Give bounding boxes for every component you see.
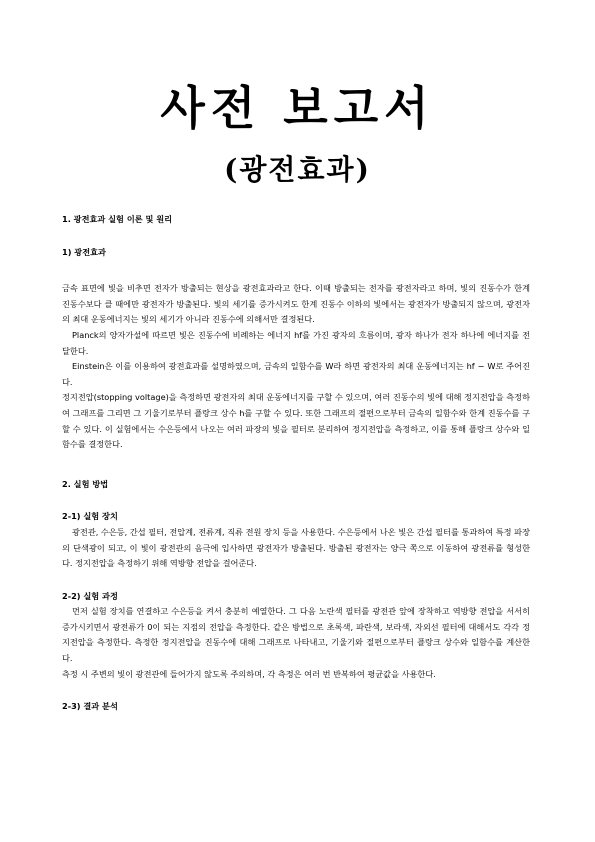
paragraph-procedure: 먼저 실험 장치를 연결하고 수은등을 켜서 충분히 예열한다. 그 다음 노란색 필터를 광전관 앞에 장착하고 역방향 전압을 서서히 증가시키면서 광전류가 0이 되는 지점의 전압을 측정한다. 같은 방법으로 초록색, 파란색, 보라색, 자외선 필터에 대해서도 각각 정지전압을 측정한다. 측정한 정지전압을 진동수에 대해 그래프로 나타내고, 기울기와 절편으로부터 플랑크 상수와 일함수를 계산한다. bbox=[62, 606, 530, 664]
document-subtitle: (광전효과) bbox=[224, 153, 371, 186]
paragraph-stopping-voltage: 정지전압(stopping voltage)을 측정하면 광전자의 최대 운동에너지를 구할 수 있으며, 여러 진동수의 빛에 대해 정지전압을 측정하여 그래프를 그리면 그 기울기로부터 플랑크 상수 h를 구할 수 있다. 또한 그래프의 절편으로부터 금속의 일함수와 한계 진동수를 구할 수 있다. 이 실험에서는 수은등에서 나오는 여러 파장의 빛을 필터로 분리하여 정지전압을 측정하고, 이를 통해 플랑크 상수와 일함수를 결정한다. bbox=[62, 392, 530, 450]
subsection-heading-procedure: 2-2) 실험 과정 bbox=[62, 590, 118, 601]
subsection-heading-analysis: 2-3) 결과 분석 bbox=[62, 701, 118, 712]
subsection-heading-photoelectric: 1) 광전효과 bbox=[62, 246, 106, 257]
section-heading-method: 2. 실험 방법 bbox=[62, 478, 109, 489]
paragraph-einstein: Einstein은 이를 이용하여 광전효과를 설명하였으며, 금속의 일함수를 W라 하면 광전자의 최대 운동에너지는 hf − W로 주어진다. bbox=[62, 361, 530, 387]
document-body bbox=[62, 212, 530, 715]
section-heading-theory: 1. 광전효과 실험 이론 및 원리 bbox=[62, 214, 173, 224]
paragraph-precautions: 측정 시 주변의 빛이 광전관에 들어가지 않도록 주의하며, 각 측정은 여러 번 반복하여 평균값을 사용한다. bbox=[62, 668, 436, 679]
paragraph-apparatus: 광전관, 수은등, 간섭 필터, 전압계, 전류계, 직류 전원 장치 등을 사용한다. 수은등에서 나온 빛은 간섭 필터를 통과하여 특정 파장의 단색광이 되고, 이 빛이 광전관의 음극에 입사하면 광전자가 방출된다. 방출된 광전자는 양극 쪽으로 이동하여 광전류를 형성한다. 정지전압을 측정하기 위해 역방향 전압을 걸어준다. bbox=[62, 526, 530, 569]
document-title: 사전 보고서 bbox=[160, 81, 435, 135]
paragraph-photoelectric-definition: 금속 표면에 빛을 비추면 전자가 방출되는 현상을 광전효과라고 한다. 이때 방출되는 전자를 광전자라고 하며, 빛의 진동수가 한계 진동수보다 클 때에만 광전자가 방출된다. 빛의 세기를 증가시켜도 한계 진동수 이하의 빛에서는 광전자가 방출되지 않으며, 광전자의 최대 운동에너지는 빛의 세기가 아니라 진동수에 의해서만 결정된다. bbox=[62, 283, 530, 325]
paragraph-planck: Planck의 양자가설에 따르면 빛은 진동수에 비례하는 에너지 hf를 가진 광자의 흐름이며, 광자 하나가 전자 하나에 에너지를 전달한다. bbox=[62, 329, 530, 356]
subsection-heading-apparatus: 2-1) 실험 장치 bbox=[62, 511, 118, 522]
